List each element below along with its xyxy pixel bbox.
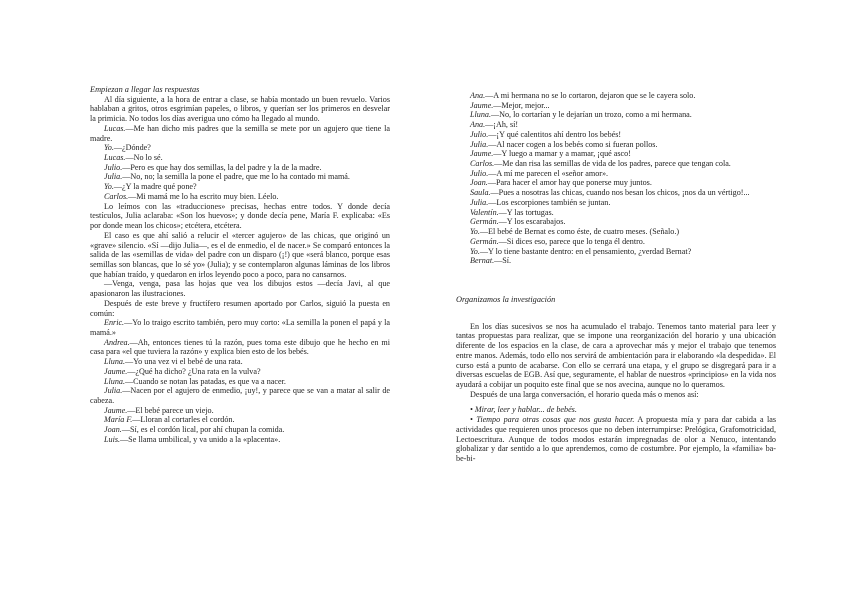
dialogue-text: —Y luego a mamar y a mamar, ¡qué asco! [493,149,631,159]
speaker-name: Yo. [470,246,480,256]
speaker-name: Yo. [104,182,114,192]
dialogue-text: —Yo lo traigo escrito también, pero muy corto: «La semilla la ponen el papá y la mamá.» [90,318,390,337]
speaker-name: Lucas. [104,153,126,163]
speaker-name: Jaume. [104,405,128,415]
dialogue-text: —Al nacer cogen a los bebés como si fueran pollos. [488,139,658,149]
dialogue-text: —Si dices eso, parece que lo tenga él dentro. [498,236,645,246]
dialogue-line [456,188,776,198]
dialogue-line [90,377,390,387]
dialogue-text: —Mi mamá me lo ha escrito muy bien. Léelo. [128,191,279,201]
speaker-name: Ana. [470,91,486,100]
dialogue-line [456,169,776,179]
speaker-name: Julia. [104,172,123,182]
dialogue-text: —Cuando se notan las patadas, es que va a nacer. [125,376,286,386]
dialogue-line [456,120,776,130]
body-paragraph: Al día siguiente, a la hora de entrar a clase, se había montado un buen revuelo. Varios hablaban a gritos, otros esgrimían papeles, o libros, y querían ser los primeros en desvelar la primicia. No todos los días averigua uno cómo ha llegado al mundo. [90,94,390,124]
speaker-name: Julia. [470,197,489,207]
dialogue-line [456,140,776,150]
body-paragraph: Después de este breve y fructífero resumen aportado por Carlos, siguió la puesta en común: [90,298,390,318]
left-page-body [90,95,390,445]
dialogue-line [456,110,776,120]
speaker-name: Yo. [104,143,114,153]
dialogue-line [90,172,390,182]
dialogue-text: —Mejor, mejor... [493,100,550,110]
speaker-name: Enric. [104,318,125,328]
dialogue-line [90,163,390,173]
dialogue-line [456,237,776,247]
right-page-dialogue [456,91,776,266]
speaker-name: Valentín. [470,207,499,217]
speaker-name: Jaume. [104,366,128,376]
dialogue-text: —Sí. [494,256,512,266]
speaker-name: Jaume. [470,100,494,110]
dialogue-line [456,91,776,101]
body-paragraph: Después de una larga conversación, el horario queda más o menos así: [470,389,699,399]
body-paragraph: En los días sucesivos se nos ha acumulado el trabajo. Tenemos tanto material para leer y tantas propuestas para realizar, que se impone una reorganización del horario y una ubicación diferente de los espacios en la clase, de cara a aprovechar más y mejor el trabajo que tenemos entre manos. Además, todo ello nos servirá de ambientación para ir elaborando «la despedida». El curso está a punto de acabarse. Con ello se cerrará una etapa, y el grupo se disgregará para ir a diversas escuelas de EGB. Así que, seguramente, el hablar de nuestros «principios» en la vida nos ayudará a cobijar un poquito este final que se nos avecina, aunque no lo queramos. [456,321,776,389]
speaker-name: Julia. [470,139,489,149]
dialogue-line [90,182,390,192]
dialogue-text: —Para hacer el amor hay que ponerse muy juntos. [487,178,652,188]
dialogue-text: —El bebé parece un viejo. [127,405,214,415]
body-paragraph: El caso es que ahí salió a relucir el «tercer agujero» de las chicas, que originó un «grave» silencio. «Sí —dijo Julia—, es el de enmedio, el de nacer.» Se comparó entonces la salida de las «semillas de vida» del padre con un disparo (¡!) que «será blanco, porque esas semillas son blancas, que lo sé yo» (Julia); y se contemplaron algunas láminas de los libros que habían traído, y quedaron en irlos leyendo poco a poco, para no cansarnos. [90,230,390,279]
dialogue-line [456,130,776,140]
speaker-name: Ana. [470,120,486,130]
dialogue-text: —¿Y la madre qué pone? [113,182,197,192]
dialogue-line [90,143,390,153]
dialogue-text: —Lloran al cortarles el cordón. [132,415,235,425]
dialogue-line [456,256,776,266]
dialogue-line [90,153,390,163]
dialogue-line [90,386,390,405]
speaker-name: Germán. [470,236,499,246]
right-page [456,91,776,464]
dialogue-text: —Nacen por el agujero de enmedio, ¡uy!, y parece que se van a matar al salir de cabeza. [90,386,390,405]
dialogue-text: —Me han dicho mis padres que la semilla se mete por un agujero que tiene la madre. [90,123,390,143]
body-paragraph: —Venga, venga, pasa las hojas que vea los dibujos estos —decía Javi, al que apasionaron las ilustraciones. [90,279,390,299]
speaker-name: Luis. [104,434,121,444]
dialogue-line [456,208,776,218]
dialogue-text: —No, no; la semilla la pone el padre, que me lo ha contado mi mamá. [122,172,350,182]
dialogue-line [456,159,776,169]
speaker-name: Bernat. [470,256,495,266]
speaker-name: Joan. [470,178,488,188]
dialogue-line [90,357,390,367]
dialogue-line [90,406,390,416]
speaker-name: Julio. [470,168,489,178]
speaker-name: Carlos. [104,191,129,201]
speaker-name: Lucas. [104,123,126,133]
bullet-item [456,415,776,464]
dialogue-line [456,247,776,257]
dialogue-text: —Sí, es el cordón lical, por ahí chupan la comida. [121,425,285,435]
speaker-name: Julio. [470,129,489,139]
section-heading-left: Empiezan a llegar las respuestas [90,85,200,94]
right-page-bullets [456,399,776,463]
dialogue-text: —Yo una vez vi el bebé de una rata. [125,357,243,367]
dialogue-line [456,149,776,159]
speaker-name: Lluna. [104,376,125,386]
section-heading-right: Organizamos la investigación [456,294,556,304]
dialogue-line [456,217,776,227]
dialogue-text: —No, lo cortarían y le dejarían un trozo, como a mi hermana. [491,110,692,120]
dialogue-text: —Ah, entonces tienes tú la razón, pues toma este dibujo que he hecho en mi casa para «el que tuviera la razón» y explica bien esto de los bebés. [90,337,390,357]
dialogue-text: —¡Ah, sí! [485,120,519,130]
dialogue-text: —Y los escarabajos. [498,217,566,227]
dialogue-text: —Me dan risa las semillas de vida de los padres, parece que tengan cola. [494,159,731,169]
dialogue-line [90,367,390,377]
speaker-name: María F. [104,415,133,425]
speaker-name: Julia. [104,386,123,396]
speaker-name: Andrea. [104,337,130,347]
dialogue-line [90,415,390,425]
bullet-item [456,405,776,415]
speaker-name: Carlos. [470,159,495,169]
dialogue-text: —¿Dónde? [113,143,151,153]
speaker-name: Lluna. [104,357,125,367]
dialogue-line [456,198,776,208]
speaker-name: Jaume. [470,149,494,159]
speaker-name: Germán. [470,217,499,227]
dialogue-line [90,192,390,202]
dialogue-line [90,338,390,357]
dialogue-line [456,227,776,237]
dialogue-line [90,318,390,337]
bullet-text: A propuesta mía y para dar cabida a las actividades que requieren unos procesos que no deben interrumpirse: Prelógica, Grafomotricidad, Lectoescritura. Aunque de todos modos estarán impregnadas de olor a Nenuco, intentando globalizar y dar sentido a lo que aprendemos, como de costumbre. Por ejemplo, la «familia» ba-be-bi- [456,415,776,463]
dialogue-text: —¿Qué ha dicho? ¿Una rata en la vulva? [127,366,261,376]
dialogue-line [456,101,776,111]
dialogue-line [90,435,390,445]
dialogue-text: —A mí me parecen el «señor amor». [488,168,609,178]
dialogue-text: —Pero es que hay dos semillas, la del padre y la de la madre. [122,162,322,172]
body-paragraph: Lo leímos con las «traducciones» precisas, hechas entre todos. Y donde decía testículos, Julia aclaraba: «Son los huevos»; y donde decía pene, María F. explicaba: «Es por donde mean los chicos»; etcétera, etcétera. [90,201,390,231]
dialogue-text: —Los escorpiones también se juntan. [488,197,611,207]
dialogue-text: —¡Y qué calentitos ahí dentro los bebés! [488,129,622,139]
dialogue-text: —Pues a nosotras las chicas, cuando nos besan los chicos, ¡nos da un vértigo!... [490,188,750,198]
dialogue-text: —Se llama umbilical, y va unido a la «placenta». [120,434,281,444]
bullet-label: • Tiempo para otras cosas que nos gusta hacer. [470,415,635,425]
speaker-name: Yo. [470,227,480,237]
dialogue-text: —No lo sé. [125,153,163,163]
dialogue-line [90,124,390,143]
dialogue-text: —El bebé de Bernat es como éste, de cuatro meses. (Señalo.) [479,227,680,237]
dialogue-text: —Y las tortugas. [498,207,554,217]
left-page [90,85,390,445]
speaker-name: Julio. [104,162,123,172]
dialogue-text: —A mi hermana no se lo cortaron, dejaron que se le cayera solo. [485,91,696,100]
speaker-name: Joan. [104,425,122,435]
speaker-name: Lluna. [470,110,491,120]
dialogue-line [90,425,390,435]
right-page-body [456,322,776,400]
bullet-label: • Mirar, leer y hablar... de bebés. [470,405,577,415]
dialogue-text: —Y lo tiene bastante dentro: en el pensamiento, ¿verdad Bernat? [479,246,692,256]
speaker-name: Saula. [470,188,491,198]
dialogue-line [456,178,776,188]
